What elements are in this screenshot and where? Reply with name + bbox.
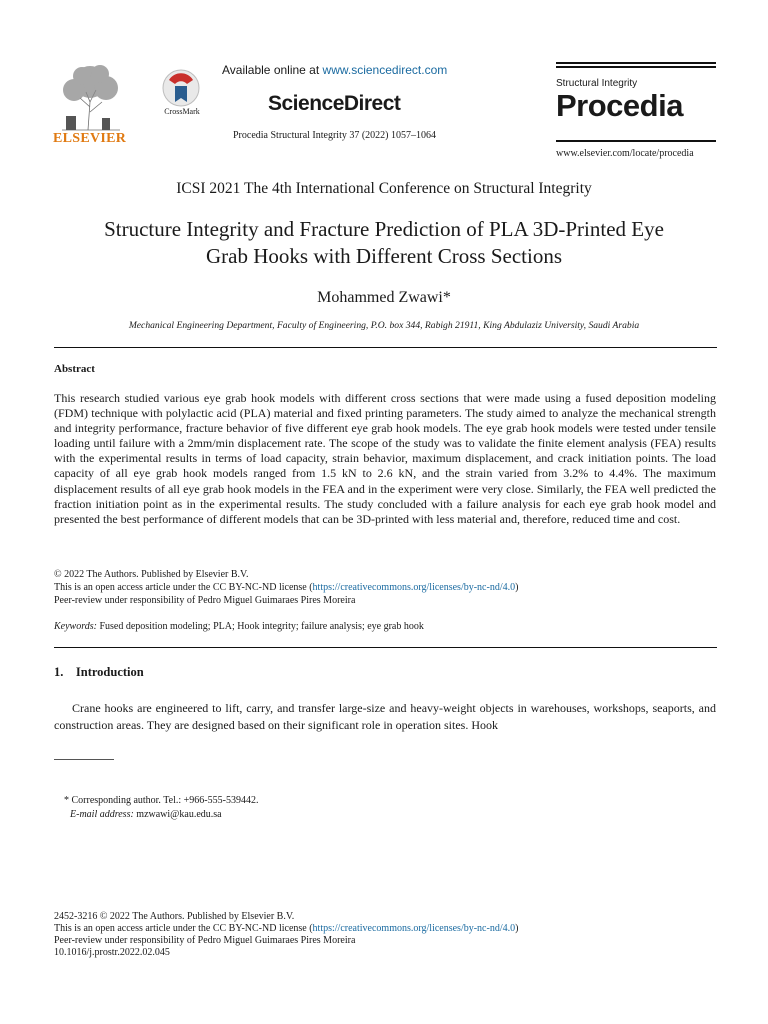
keywords-text: Fused deposition modeling; PLA; Hook integrity; failure analysis; eye grab hook bbox=[96, 621, 424, 632]
divider-bottom bbox=[54, 647, 717, 648]
footer-line-2 bbox=[54, 923, 518, 935]
footer-doi[interactable]: 10.1016/j.prostr.2022.02.045 bbox=[54, 947, 170, 958]
footer-license-suffix: ) bbox=[515, 923, 519, 934]
author-name: Mohammed Zwawi* bbox=[317, 289, 451, 306]
copyright-line-3: Peer-review under responsibility of Pedro Miguel Guimaraes Pires Moreira bbox=[54, 595, 356, 606]
procedia-top-rule-2 bbox=[556, 66, 716, 68]
journal-url[interactable]: www.elsevier.com/locate/procedia bbox=[556, 148, 694, 159]
procedia-top-rule bbox=[556, 62, 716, 64]
divider-top bbox=[54, 347, 717, 348]
abstract-body: This research studied various eye grab hook models with different cross sections that were made using a fused deposition modeling (FDM) technique with polylactic acid (PLA) material and fixed printing parameters. The study aimed to analyze the mechanical strength and integrity performance, fracture behavior of five different eye grab hook models. The eye grab hook models were tested under tensile loading until failure with a 2mm/min displacement rate. The scope of the study was to validate the finite element analysis (FEA) results with the experimental results in terms of load capacity, strain behavior, maximum displacement, and crack initiation points. The load capacity of all eye grab hook models ranged from 1.5 kN to 2.6 kN, and the strain varied from 3.2% to 4.4%. The maximum displacement results of all eye grab hook models in the FEA and in the experiment were very close. Similarly, the FEA well predicted the fraction initiation point as in the experimental results. The study concluded with a failure analysis for each eye grab hook model and presented the best performance of different models that can be 3D-printed with less material and, therefore, reduced time and cost. bbox=[54, 391, 716, 526]
footnote-email-line bbox=[64, 808, 258, 822]
copyright-line-1: © 2022 The Authors. Published by Elsevier B.V. bbox=[54, 569, 249, 580]
introduction-heading: 1. Introduction bbox=[54, 665, 144, 679]
introduction-body: Crane hooks are engineered to lift, carry, and transfer large-size and heavy-weight objects in warehouses, workshops, seaports, and construction areas. They are designed based on their significant role in operation sites. Hook bbox=[54, 701, 716, 732]
copyright-line-2 bbox=[54, 581, 518, 594]
paper-title bbox=[40, 216, 728, 270]
abstract-heading: Abstract bbox=[54, 363, 95, 375]
procedia-logo bbox=[556, 62, 716, 123]
paper-title-line-1: Structure Integrity and Fracture Prediction of PLA 3D-Printed Eye bbox=[104, 217, 664, 241]
footer-license-link[interactable]: https://creativecommons.org/licenses/by-nc-nd/4.0 bbox=[312, 923, 516, 934]
footer-line-3: Peer-review under responsibility of Pedro Miguel Guimaraes Pires Moreira bbox=[54, 935, 356, 946]
procedia-title: Procedia bbox=[556, 88, 683, 123]
footnote-line-1: * Corresponding author. Tel.: +966-555-539442. bbox=[64, 795, 259, 806]
sciencedirect-wordmark: ScienceDirect bbox=[268, 92, 401, 115]
keywords-label: Keywords: bbox=[54, 621, 97, 632]
footer-license-prefix: This is an open access article under the CC BY-NC-ND license ( bbox=[54, 923, 313, 934]
corresponding-author-footnote bbox=[64, 794, 258, 822]
page-footer bbox=[54, 911, 518, 959]
available-prefix: Available online at bbox=[222, 63, 323, 77]
paper-title-line-2: Grab Hooks with Different Cross Sections bbox=[206, 244, 562, 268]
procedia-bottom-rule bbox=[556, 140, 716, 142]
sciencedirect-link[interactable]: www.sciencedirect.com bbox=[322, 63, 448, 77]
author-affiliation: Mechanical Engineering Department, Faculty of Engineering, P.O. box 344, Rabigh 21911, King Abdulaziz University, Saudi Arabia bbox=[128, 320, 640, 331]
keywords bbox=[54, 621, 424, 632]
footnote-rule bbox=[54, 759, 114, 760]
copyright-notice bbox=[54, 568, 518, 607]
license-link[interactable]: https://creativecommons.org/licenses/by-nc-nd/4.0 bbox=[312, 582, 516, 593]
journal-reference: Procedia Structural Integrity 37 (2022) 1057–1064 bbox=[233, 130, 437, 141]
email-label: E-mail address: bbox=[70, 809, 134, 820]
email-address[interactable]: mzwawi@kau.edu.sa bbox=[133, 809, 222, 820]
conference-name: ICSI 2021 The 4th International Conference on Structural Integrity bbox=[176, 180, 592, 197]
available-online-line bbox=[222, 63, 447, 77]
footer-line-1: 2452-3216 © 2022 The Authors. Published by Elsevier B.V. bbox=[54, 911, 295, 922]
license-prefix: This is an open access article under the CC BY-NC-ND license ( bbox=[54, 582, 313, 593]
crossmark-label: CrossMark bbox=[164, 107, 200, 116]
procedia-subtitle: Structural Integrity bbox=[556, 78, 638, 89]
elsevier-wordmark: ELSEVIER bbox=[53, 131, 127, 146]
license-suffix: ) bbox=[515, 582, 519, 593]
